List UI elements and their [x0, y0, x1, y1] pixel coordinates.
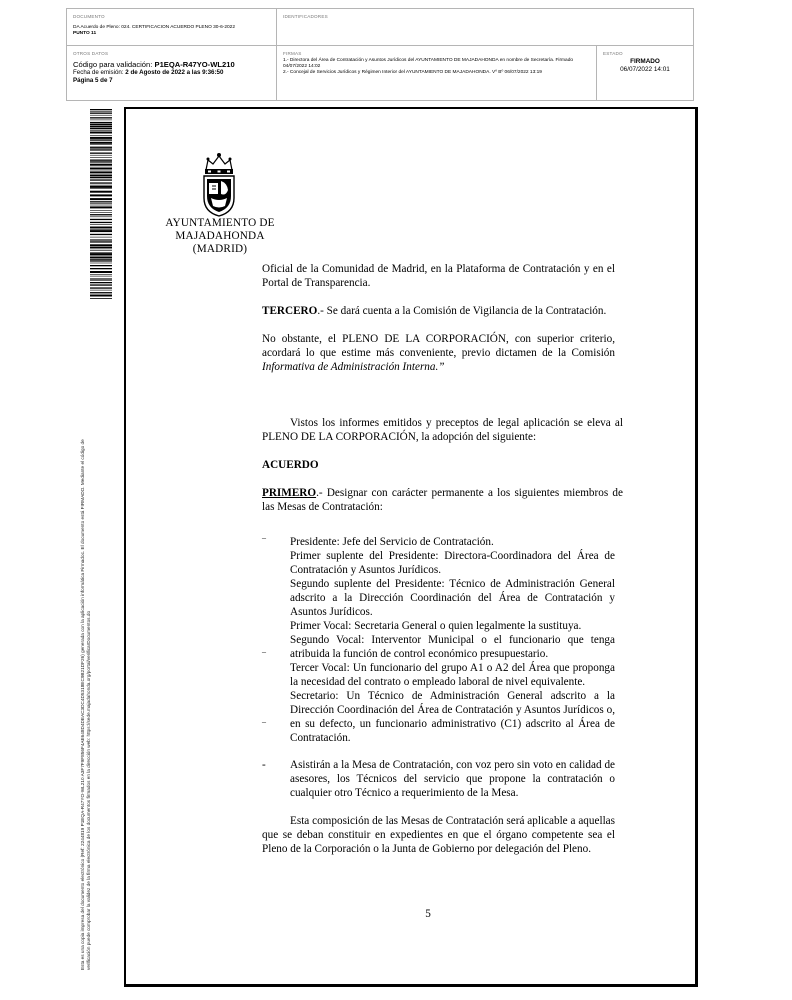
municipality-name: AYUNTAMIENTO DE MAJADAHONDA (MADRID) [165, 217, 275, 255]
barcode-bar [90, 210, 112, 211]
barcode-bar [90, 109, 112, 110]
barcode-bar [90, 227, 112, 229]
list-item: Tercer Vocal: Un funcionario del grupo A1 o A2 del Área que proponga la necesidad del contrato o empleado laboral de nivel equivalente. [290, 662, 615, 688]
barcode-bar [90, 164, 112, 166]
barcode-bar [90, 128, 112, 129]
barcode-bar [90, 185, 112, 186]
barcode-bar [90, 276, 112, 277]
barcode-bar [90, 263, 112, 264]
barcode-bar [90, 167, 112, 168]
list-item: Segundo suplente del Presidente: Técnico de Administración General adscrito a la Dirección Coordinación del Área de Contratación y Asuntos Jurídicos. [290, 578, 615, 618]
barcode-bar [90, 247, 112, 248]
barcode-bar [90, 239, 112, 240]
paragraph-tercero: TERCERO.- Se dará cuenta a la Comisión de Vigilancia de la Contratación. [262, 305, 607, 317]
barcode-bar [90, 170, 112, 171]
list-item: Primer suplente del Presidente: Directora-Coordinadora del Área de Contratación y Asuntos Jurídicos. [290, 550, 615, 576]
paragraph-vistos: Vistos los informes emitidos y preceptos de legal aplicación se eleva al PLENO DE LA CORPORACIÓN, la adopción del siguiente: [262, 417, 623, 443]
barcode-bar [90, 117, 112, 118]
barcode-bar [90, 188, 112, 189]
barcode-bar [90, 203, 112, 204]
barcode-bar [90, 201, 112, 202]
barcode-bar [90, 115, 112, 116]
barcode-bar [90, 240, 112, 241]
barcode-bar [90, 268, 112, 269]
otros-datos-cell [67, 46, 277, 100]
barcode-bar [90, 284, 112, 285]
barcode-bar [90, 186, 112, 188]
barcode-bar [90, 217, 112, 218]
barcode-bar [90, 274, 112, 275]
barcode-bar [90, 124, 112, 125]
paragraph-no-obstante: No obstante, el PLENO DE LA CORPORACIÓN, con superior criterio, acordará lo que estime más conveniente, previo dictamen de la Comisión Informativa de Administración Interna.” [262, 333, 615, 373]
barcode-bar [90, 206, 112, 208]
barcode-bar [90, 259, 112, 260]
barcode-bar [90, 132, 112, 134]
barcode-bar [90, 194, 112, 196]
barcode-bar [90, 278, 112, 279]
barcode-bar [90, 153, 112, 154]
estado-date: 06/07/2022 14:01 [620, 66, 670, 73]
mesa-members-list [262, 531, 615, 745]
side-text-line-1: Esta es una copia impresa del documento electrónico (Ref: 2244819 P1EQA-R47YO-WL210 A3F7F9F856F4AE648D4DEAC3DC4D5318EC9B21DF26) generada con la aplicación informática Firmadoc. El documento está FIRMADO. Mediante el código de [80, 439, 85, 970]
barcode-bar [90, 175, 112, 177]
barcode-bar [90, 198, 112, 200]
document-metadata-table [66, 8, 694, 101]
barcode-bar [90, 113, 112, 114]
barcode-bar [90, 260, 112, 261]
barcode-bar [90, 205, 112, 206]
barcode-bar [90, 222, 112, 223]
page-number: 5 [425, 908, 431, 920]
barcode-bar [90, 157, 112, 158]
document-body [262, 262, 623, 856]
barcode-bar [90, 148, 112, 149]
barcode-bar [90, 182, 112, 183]
barcode-bar [90, 230, 112, 232]
barcode-bar [90, 295, 112, 297]
list-dash: - [262, 759, 266, 771]
paragraph-plataforma: Oficial de la Comunidad de Madrid, en la Plataforma de Contratación y en el Portal de Transparencia. [262, 263, 615, 289]
list-item: Presidente: Jefe del Servicio de Contratación. [290, 536, 494, 548]
barcode-bar [90, 212, 112, 213]
barcode-bar [90, 135, 112, 136]
barcode-bar [90, 229, 112, 230]
documento-label: DOCUMENTO [73, 14, 105, 19]
list-item: Secretario: Un Técnico de Administración General adscrito a la Dirección Coordinación del Área de Contratación y Asuntos Jurídicos o, en su defecto, un funcionario administrativo (C1) adscrito al Área de Contratación. [290, 690, 615, 744]
barcode-bar [90, 257, 112, 258]
barcode-bar [90, 191, 112, 193]
barcode-bar [90, 249, 112, 250]
barcode-bar [90, 144, 112, 145]
firma-2: 2.- Concejal de Servicios Jurídicos y Régimen Interior del AYUNTAMIENTO DE MAJADAHONDA. Vº Bº 06/07/2022 13:19 [283, 70, 542, 76]
barcode-bar [90, 237, 112, 238]
barcode-bar [90, 234, 112, 235]
paragraph-composicion: Esta composición de las Mesas de Contratación será aplicable a aquellas que se deban constituir en expedientes en que el órgano competente sea el Pleno de la Corporación o la Junta de Gobierno por delegación del Pleno. [262, 815, 615, 855]
firmas-label: FIRMAS [283, 51, 302, 56]
barcode-bar [90, 126, 112, 128]
barcode-bar [90, 250, 112, 251]
barcode-bar [90, 290, 112, 291]
barcode-bar [90, 279, 112, 280]
documento-cell [67, 9, 277, 46]
list-bullet: _ [262, 715, 266, 724]
pagina-indicator: Página 5 de 7 [73, 77, 113, 84]
barcode-bar [90, 280, 112, 281]
list-bullet: _ [262, 645, 266, 654]
codigo-validacion: Código para validación: P1EQA-R47YO-WL210 [73, 60, 235, 69]
list-item: Asistirán a la Mesa de Contratación, con voz pero sin voto en calidad de asesores, los Técnicos del servicio que propone la contratación o cualquier otro Técnico a requerimiento de la Mesa. [290, 759, 615, 799]
barcode-bar [90, 120, 112, 121]
barcode-bar [90, 292, 112, 293]
verification-side-text [80, 290, 92, 970]
barcode-bar [90, 214, 112, 215]
barcode-bar [90, 256, 112, 257]
side-text-line-2: verificación puede comprobar la validez de la firma electrónica de los documentos firmados en la dirección web: https://sede.majadahonda.org/portal/verificarDocumentos.do [85, 610, 91, 970]
barcode-bar [90, 177, 112, 178]
barcode-bar [90, 298, 112, 299]
list-item: Segundo Vocal: Interventor Municipal o el funcionario que tenga atribuida la función de control económico presupuestario. [290, 634, 615, 660]
list-item: Primer Vocal: Secretaria General o quien legalmente la sustituya. [290, 620, 582, 632]
estado-cell [597, 46, 693, 100]
barcode-bar [90, 168, 112, 169]
barcode-bar [90, 244, 112, 246]
barcode-bar [90, 265, 112, 266]
otros-datos-label: OTROS DATOS [73, 51, 109, 56]
barcode-bar [90, 150, 112, 151]
list-bullet: _ [262, 531, 266, 540]
barcode-bar [90, 137, 112, 139]
asistiran-item [262, 758, 615, 800]
barcode-bar [90, 241, 112, 242]
estado-label: ESTADO [603, 51, 623, 56]
barcode-bar [90, 252, 112, 253]
acuerdo-heading: ACUERDO [262, 459, 319, 471]
fecha-emision: Fecha de emisión: 2 de Agosto de 2022 a las 9:36:50 [73, 69, 224, 76]
estado-value: FIRMADO [630, 58, 660, 65]
barcode-bar [90, 139, 112, 140]
barcode-bar [90, 179, 112, 180]
barcode-bar [90, 111, 112, 112]
documento-value: DA Acuerdo de Pleno: 024. CERTIFICACION ACUERDO PLENO 30-6-2022 PUNTO 11 [73, 25, 236, 36]
barcode [90, 109, 112, 299]
barcode-bar [90, 287, 112, 288]
barcode-bar [90, 161, 112, 162]
identificadores-cell [277, 9, 693, 46]
identificadores-label: IDENTIFICADORES [283, 14, 328, 19]
barcode-bar [90, 122, 112, 123]
firmas-cell [277, 46, 597, 100]
barcode-bar [90, 142, 112, 144]
barcode-bar [90, 171, 112, 173]
barcode-bar [90, 253, 112, 255]
barcode-bar [90, 155, 112, 156]
barcode-bar [90, 160, 112, 161]
firma-1: 1.- Directora del Área de Contratación y Asuntos Jurídicos del AYUNTAMIENTO DE MAJADAHONDA en nombre de Secretaría. Firmado 04/07/2022 14:02 [283, 58, 574, 70]
barcode-bar [90, 130, 112, 131]
barcode-bar [90, 271, 112, 273]
barcode-bar [90, 219, 112, 220]
barcode-bar [90, 147, 112, 148]
coat-of-arms-icon [194, 150, 244, 220]
paragraph-primero: PRIMERO.- Designar con carácter permanente a los siguientes miembros de las Mesas de Contratación: [262, 487, 623, 513]
barcode-bar [90, 224, 112, 225]
barcode-bar [90, 282, 112, 283]
